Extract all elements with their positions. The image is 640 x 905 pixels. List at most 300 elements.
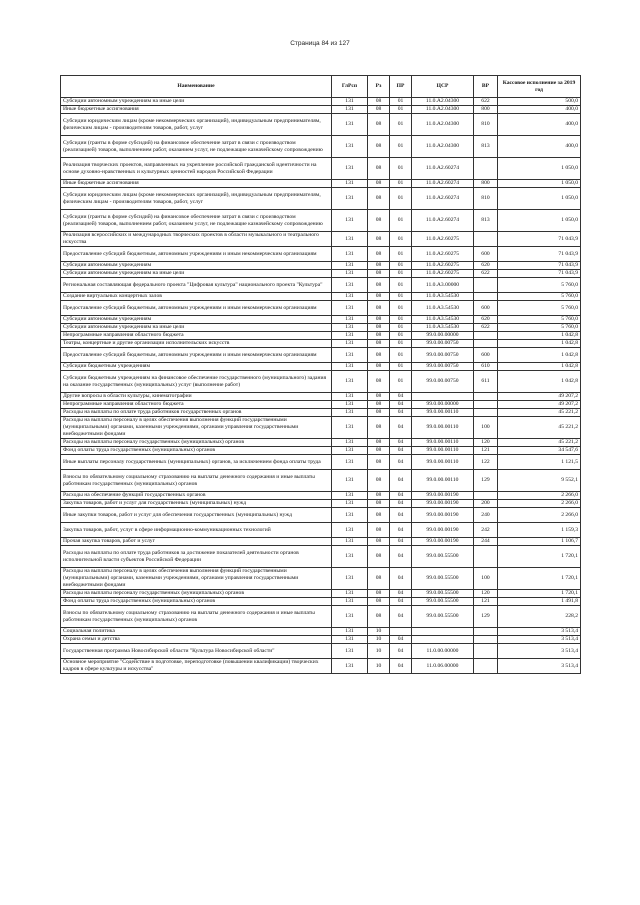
- table-row: [61, 332, 581, 340]
- row-grbs-cell: 131: [332, 247, 368, 262]
- row-name-cell: Субсидии (гранты в форме субсидий) на финансовое обеспечение затрат в связи с производством (реализацией) товаров, выполнением работ, оказанием услуг, не подлежащие казначейскому сопровождению: [61, 136, 332, 158]
- row-name-cell: Субсидии автономным учреждениям на иные цели: [61, 324, 332, 332]
- row-name-cell: Реализация всероссийских и международных творческих проектов в области музыкального и театрального искусства: [61, 232, 332, 247]
- row-amount-cell: 400,0: [498, 114, 581, 136]
- row-amount-cell: 3 513,4: [498, 644, 581, 659]
- row-pr-cell: 04: [390, 492, 412, 500]
- row-pr-cell: 01: [390, 316, 412, 324]
- table-row: [61, 568, 581, 590]
- row-name-cell: Предоставление субсидий бюджетным, автономным учреждениям и иным некоммерческим организациям: [61, 301, 332, 316]
- row-grbs-cell: 131: [332, 417, 368, 439]
- row-name-cell: Театры, концертные и другие организации исполнительских искусств: [61, 340, 332, 348]
- row-name-cell: Субсидии автономным учреждениям на иные цели: [61, 270, 332, 278]
- row-grbs-cell: 131: [332, 523, 368, 538]
- row-grbs-cell: 131: [332, 439, 368, 447]
- row-csr-cell: 99.0.00.55500: [412, 598, 474, 606]
- row-pr-cell: 04: [390, 393, 412, 401]
- row-grbs-cell: 131: [332, 98, 368, 106]
- row-pr-cell: 04: [390, 568, 412, 590]
- row-amount-cell: 1 042,8: [498, 348, 581, 363]
- row-amount-cell: 1 720,1: [498, 590, 581, 598]
- row-csr-cell: 11.0.A2.60274: [412, 180, 474, 188]
- row-pr-cell: 01: [390, 371, 412, 393]
- table-row: [61, 409, 581, 417]
- row-grbs-cell: 131: [332, 546, 368, 568]
- table-body: [61, 98, 581, 674]
- row-grbs-cell: 131: [332, 180, 368, 188]
- table-row: [61, 500, 581, 508]
- row-vr-cell: [474, 293, 498, 301]
- row-rz-cell: 08: [368, 210, 390, 232]
- row-amount-cell: 500,0: [498, 98, 581, 106]
- row-grbs-cell: 131: [332, 568, 368, 590]
- table-row: [61, 188, 581, 210]
- table-row: [61, 455, 581, 470]
- table-row: [61, 340, 581, 348]
- row-rz-cell: 08: [368, 232, 390, 247]
- row-name-cell: Расходы на выплаты персоналу государственных (муниципальных) органов: [61, 590, 332, 598]
- row-amount-cell: 2 266,0: [498, 500, 581, 508]
- row-grbs-cell: 131: [332, 270, 368, 278]
- row-csr-cell: 99.0.00.00110: [412, 455, 474, 470]
- row-vr-cell: 622: [474, 324, 498, 332]
- row-csr-cell: 99.0.00.00190: [412, 538, 474, 546]
- row-amount-cell: 3 513,4: [498, 636, 581, 644]
- table-row: [61, 508, 581, 523]
- row-pr-cell: 01: [390, 114, 412, 136]
- row-vr-cell: [474, 401, 498, 409]
- row-name-cell: Региональная составляющая федерального проекта "Цифровая культура" национального проекта "Культура": [61, 278, 332, 293]
- page-number-header: Страница 84 из 127: [290, 40, 350, 47]
- row-rz-cell: 08: [368, 606, 390, 628]
- row-csr-cell: 11.0.A3.00000: [412, 278, 474, 293]
- row-amount-cell: 1 720,1: [498, 546, 581, 568]
- row-rz-cell: 08: [368, 301, 390, 316]
- row-rz-cell: 08: [368, 393, 390, 401]
- row-grbs-cell: 131: [332, 293, 368, 301]
- row-csr-cell: 99.0.00.00110: [412, 447, 474, 455]
- row-grbs-cell: 131: [332, 232, 368, 247]
- table-row: [61, 210, 581, 232]
- row-name-cell: Субсидии (гранты в форме субсидий) на финансовое обеспечение затрат в связи с производством (реализацией) товаров, выполнением работ, оказанием услуг, не подлежащие казначейскому сопровождению: [61, 210, 332, 232]
- row-amount-cell: 1 121,5: [498, 455, 581, 470]
- row-vr-cell: 200: [474, 500, 498, 508]
- table-row: [61, 393, 581, 401]
- row-rz-cell: 08: [368, 158, 390, 180]
- row-amount-cell: 49 207,2: [498, 401, 581, 409]
- row-grbs-cell: 131: [332, 508, 368, 523]
- row-rz-cell: 08: [368, 455, 390, 470]
- row-pr-cell: 01: [390, 106, 412, 114]
- row-pr-cell: 01: [390, 158, 412, 180]
- row-pr-cell: 01: [390, 348, 412, 363]
- row-vr-cell: 129: [474, 606, 498, 628]
- row-amount-cell: 1 720,1: [498, 568, 581, 590]
- row-vr-cell: [474, 636, 498, 644]
- row-name-cell: Субсидии юридическим лицам (кроме некоммерческих организаций), индивидуальным предпринимателям, физическим лицам - производителям товаров, работ, услуг: [61, 188, 332, 210]
- row-amount-cell: 45 221,2: [498, 439, 581, 447]
- row-amount-cell: 1 491,8: [498, 598, 581, 606]
- row-rz-cell: 08: [368, 262, 390, 270]
- row-vr-cell: 622: [474, 98, 498, 106]
- row-pr-cell: 01: [390, 136, 412, 158]
- row-csr-cell: 11.0.A2.04300: [412, 98, 474, 106]
- row-csr-cell: 99.0.00.55500: [412, 568, 474, 590]
- row-grbs-cell: 131: [332, 598, 368, 606]
- row-vr-cell: [474, 158, 498, 180]
- row-name-cell: Реализация творческих проектов, направленных на укрепление российской гражданской идентичности на основе духовно-нравственных и культурных ценностей народов Российской Федерации: [61, 158, 332, 180]
- row-name-cell: Субсидии бюджетным учреждениям: [61, 363, 332, 371]
- table-header-row: [61, 76, 581, 98]
- row-vr-cell: 240: [474, 508, 498, 523]
- row-rz-cell: 10: [368, 636, 390, 644]
- row-name-cell: Расходы на выплаты персоналу в целях обеспечения выполнения функций государственными (муниципальными) органами, казенными учреждениями, органами управления государственными внебюджетными фондами: [61, 417, 332, 439]
- row-vr-cell: 610: [474, 363, 498, 371]
- table-row: [61, 180, 581, 188]
- row-amount-cell: 1 042,8: [498, 340, 581, 348]
- row-name-cell: Иные выплаты персоналу государственных (муниципальных) органов, за исключением фонда оплаты труда: [61, 455, 332, 470]
- row-csr-cell: 99.0.00.00000: [412, 332, 474, 340]
- row-pr-cell: 01: [390, 188, 412, 210]
- column-header-pr: ПР: [390, 76, 412, 98]
- row-pr-cell: 04: [390, 417, 412, 439]
- row-name-cell: Фонд оплаты труда государственных (муниципальных) органов: [61, 447, 332, 455]
- row-rz-cell: 08: [368, 106, 390, 114]
- row-amount-cell: 49 207,2: [498, 393, 581, 401]
- row-rz-cell: 08: [368, 316, 390, 324]
- table-row: [61, 262, 581, 270]
- row-amount-cell: 1 042,8: [498, 363, 581, 371]
- row-csr-cell: 99.0.00.00750: [412, 340, 474, 348]
- row-amount-cell: 1 050,0: [498, 188, 581, 210]
- row-csr-cell: 11.0.A2.60274: [412, 210, 474, 232]
- row-csr-cell: 11.0.A3.54530: [412, 324, 474, 332]
- row-amount-cell: 228,2: [498, 606, 581, 628]
- row-grbs-cell: 131: [332, 606, 368, 628]
- row-grbs-cell: 131: [332, 332, 368, 340]
- row-vr-cell: [474, 232, 498, 247]
- table-row: [61, 106, 581, 114]
- row-csr-cell: 11.0.A2.60275: [412, 247, 474, 262]
- row-grbs-cell: 131: [332, 106, 368, 114]
- row-csr-cell: 99.0.00.55500: [412, 606, 474, 628]
- row-name-cell: Фонд оплаты труда государственных (муниципальных) органов: [61, 598, 332, 606]
- row-csr-cell: 11.0.A2.60274: [412, 158, 474, 180]
- column-header-csr: ЦСР: [412, 76, 474, 98]
- row-vr-cell: 800: [474, 106, 498, 114]
- table-row: [61, 324, 581, 332]
- row-pr-cell: 04: [390, 409, 412, 417]
- row-rz-cell: 08: [368, 568, 390, 590]
- row-csr-cell: 99.0.00.00750: [412, 371, 474, 393]
- row-pr-cell: 01: [390, 363, 412, 371]
- row-grbs-cell: 131: [332, 371, 368, 393]
- row-grbs-cell: 131: [332, 158, 368, 180]
- row-csr-cell: 99.0.00.00190: [412, 508, 474, 523]
- row-csr-cell: 11.0.A3.54530: [412, 293, 474, 301]
- row-grbs-cell: 131: [332, 278, 368, 293]
- row-name-cell: Расходы на выплаты по оплате труда работников за достижение показателей деятельности органов исполнительной власти субъектов Российской Федерации: [61, 546, 332, 568]
- row-csr-cell: 99.0.00.00110: [412, 470, 474, 492]
- row-vr-cell: 600: [474, 247, 498, 262]
- row-amount-cell: 5 760,0: [498, 293, 581, 301]
- table-row: [61, 301, 581, 316]
- table-row: [61, 538, 581, 546]
- row-vr-cell: 810: [474, 114, 498, 136]
- row-name-cell: Непрограммные направления областного бюджета: [61, 401, 332, 409]
- row-grbs-cell: 131: [332, 447, 368, 455]
- table-row: [61, 293, 581, 301]
- row-rz-cell: 08: [368, 278, 390, 293]
- row-csr-cell: 99.0.00.00190: [412, 492, 474, 500]
- row-pr-cell: 01: [390, 332, 412, 340]
- row-name-cell: Расходы на выплаты персоналу государственных (муниципальных) органов: [61, 439, 332, 447]
- row-vr-cell: [474, 409, 498, 417]
- row-grbs-cell: 131: [332, 363, 368, 371]
- row-vr-cell: 129: [474, 470, 498, 492]
- row-pr-cell: 01: [390, 210, 412, 232]
- row-csr-cell: [412, 628, 474, 636]
- row-name-cell: Непрограммные направления областного бюджета: [61, 332, 332, 340]
- column-header-name: Наименование: [61, 76, 332, 98]
- row-rz-cell: 08: [368, 324, 390, 332]
- row-vr-cell: 244: [474, 538, 498, 546]
- table-row: [61, 247, 581, 262]
- row-rz-cell: 08: [368, 98, 390, 106]
- row-csr-cell: 99.0.00.00750: [412, 363, 474, 371]
- row-pr-cell: 01: [390, 262, 412, 270]
- table-row: [61, 114, 581, 136]
- row-amount-cell: 1 050,0: [498, 180, 581, 188]
- row-grbs-cell: 131: [332, 316, 368, 324]
- row-amount-cell: 5 760,0: [498, 301, 581, 316]
- row-rz-cell: 08: [368, 363, 390, 371]
- table-row: [61, 363, 581, 371]
- row-name-cell: Другие вопросы в области культуры, кинематографии: [61, 393, 332, 401]
- table-row: [61, 401, 581, 409]
- row-pr-cell: 04: [390, 508, 412, 523]
- row-amount-cell: 1 042,8: [498, 371, 581, 393]
- row-rz-cell: 10: [368, 644, 390, 659]
- row-csr-cell: 11.0.A2.60275: [412, 232, 474, 247]
- row-amount-cell: 1 106,7: [498, 538, 581, 546]
- row-rz-cell: 08: [368, 180, 390, 188]
- row-csr-cell: 99.0.00.00750: [412, 348, 474, 363]
- row-rz-cell: 08: [368, 371, 390, 393]
- row-grbs-cell: 131: [332, 590, 368, 598]
- row-pr-cell: 01: [390, 278, 412, 293]
- row-amount-cell: 71 043,9: [498, 270, 581, 278]
- budget-execution-table: [60, 75, 581, 674]
- row-rz-cell: 08: [368, 417, 390, 439]
- column-header-rz: Рз: [368, 76, 390, 98]
- row-grbs-cell: 131: [332, 301, 368, 316]
- row-rz-cell: 08: [368, 500, 390, 508]
- row-csr-cell: 99.0.00.00110: [412, 439, 474, 447]
- row-pr-cell: 04: [390, 644, 412, 659]
- table-row: [61, 158, 581, 180]
- row-name-cell: Расходы на выплаты по оплате труда работников государственных органов: [61, 409, 332, 417]
- column-header-vr: ВР: [474, 76, 498, 98]
- row-amount-cell: 3 513,4: [498, 659, 581, 674]
- row-rz-cell: 08: [368, 492, 390, 500]
- row-grbs-cell: 131: [332, 210, 368, 232]
- row-pr-cell: 01: [390, 247, 412, 262]
- row-pr-cell: 04: [390, 538, 412, 546]
- row-name-cell: Создание виртуальных концертных залов: [61, 293, 332, 301]
- table-row: [61, 492, 581, 500]
- row-csr-cell: 11.0.A2.60274: [412, 188, 474, 210]
- row-name-cell: Субсидии автономным учреждениям на иные цели: [61, 98, 332, 106]
- row-pr-cell: 01: [390, 180, 412, 188]
- row-rz-cell: 10: [368, 659, 390, 674]
- row-vr-cell: 122: [474, 455, 498, 470]
- row-amount-cell: 5 760,0: [498, 324, 581, 332]
- row-vr-cell: 242: [474, 523, 498, 538]
- row-amount-cell: 1 042,8: [498, 332, 581, 340]
- row-vr-cell: [474, 332, 498, 340]
- row-grbs-cell: 131: [332, 340, 368, 348]
- row-csr-cell: 11.0.A2.04300: [412, 136, 474, 158]
- row-name-cell: Иные закупки товаров, работ и услуг для обеспечения государственных (муниципальных) нужд: [61, 508, 332, 523]
- row-csr-cell: 99.0.00.00190: [412, 523, 474, 538]
- row-csr-cell: 11.0.A2.04300: [412, 106, 474, 114]
- row-name-cell: Социальная политика: [61, 628, 332, 636]
- column-header-amount: Кассовое исполнение за 2019 год: [498, 76, 581, 98]
- row-grbs-cell: 131: [332, 348, 368, 363]
- row-amount-cell: 1 050,0: [498, 210, 581, 232]
- row-name-cell: Расходы на выплаты персоналу в целях обеспечения выполнения функций государственными (муниципальными) органами, казенными учреждениями, органами управления государственными внебюджетными фондами: [61, 568, 332, 590]
- table-row: [61, 598, 581, 606]
- row-amount-cell: 45 221,2: [498, 409, 581, 417]
- row-rz-cell: 08: [368, 538, 390, 546]
- row-rz-cell: 08: [368, 247, 390, 262]
- row-vr-cell: [474, 644, 498, 659]
- row-rz-cell: 08: [368, 447, 390, 455]
- row-grbs-cell: 131: [332, 538, 368, 546]
- row-pr-cell: 04: [390, 546, 412, 568]
- row-rz-cell: 08: [368, 409, 390, 417]
- row-vr-cell: 622: [474, 270, 498, 278]
- row-vr-cell: 620: [474, 262, 498, 270]
- row-amount-cell: 71 043,9: [498, 232, 581, 247]
- row-grbs-cell: 131: [332, 500, 368, 508]
- row-vr-cell: 600: [474, 301, 498, 316]
- row-name-cell: Субсидии автономным учреждениям: [61, 262, 332, 270]
- row-name-cell: Иные бюджетные ассигнования: [61, 180, 332, 188]
- row-pr-cell: 01: [390, 340, 412, 348]
- row-vr-cell: 611: [474, 371, 498, 393]
- row-grbs-cell: 131: [332, 393, 368, 401]
- column-header-grbs: ГлРсп: [332, 76, 368, 98]
- row-vr-cell: [474, 340, 498, 348]
- row-vr-cell: [474, 659, 498, 674]
- row-csr-cell: 11.0.A3.54530: [412, 301, 474, 316]
- row-rz-cell: 08: [368, 470, 390, 492]
- row-amount-cell: 34 547,6: [498, 447, 581, 455]
- row-amount-cell: 1 159,3: [498, 523, 581, 538]
- table-row: [61, 606, 581, 628]
- row-name-cell: Иные бюджетные ассигнования: [61, 106, 332, 114]
- row-name-cell: Расходы на обеспечение функций государственных органов: [61, 492, 332, 500]
- row-rz-cell: 08: [368, 590, 390, 598]
- row-pr-cell: 01: [390, 270, 412, 278]
- row-vr-cell: 120: [474, 590, 498, 598]
- row-amount-cell: 71 043,9: [498, 247, 581, 262]
- row-name-cell: Субсидии автономным учреждениям: [61, 316, 332, 324]
- row-pr-cell: 01: [390, 98, 412, 106]
- row-pr-cell: 01: [390, 324, 412, 332]
- table-row: [61, 136, 581, 158]
- row-amount-cell: 5 760,0: [498, 278, 581, 293]
- row-vr-cell: [474, 492, 498, 500]
- row-vr-cell: [474, 278, 498, 293]
- row-rz-cell: 10: [368, 628, 390, 636]
- row-grbs-cell: 131: [332, 636, 368, 644]
- row-rz-cell: 08: [368, 293, 390, 301]
- row-vr-cell: 121: [474, 598, 498, 606]
- row-pr-cell: 01: [390, 301, 412, 316]
- row-pr-cell: 04: [390, 447, 412, 455]
- row-csr-cell: 11.0.A2.04300: [412, 114, 474, 136]
- row-pr-cell: 04: [390, 636, 412, 644]
- row-csr-cell: [412, 636, 474, 644]
- row-name-cell: Предоставление субсидий бюджетным, автономным учреждениям и иным некоммерческим организациям: [61, 348, 332, 363]
- table-row: [61, 636, 581, 644]
- row-csr-cell: 99.0.00.55500: [412, 590, 474, 598]
- row-name-cell: Охрана семьи и детства: [61, 636, 332, 644]
- row-amount-cell: 1 050,0: [498, 158, 581, 180]
- row-vr-cell: 810: [474, 188, 498, 210]
- row-pr-cell: 04: [390, 590, 412, 598]
- row-pr-cell: 04: [390, 500, 412, 508]
- table-row: [61, 98, 581, 106]
- row-pr-cell: 04: [390, 598, 412, 606]
- row-pr-cell: 01: [390, 232, 412, 247]
- row-name-cell: Основное мероприятие "Содействие в подготовке, переподготовке (повышении квалификации) творческих кадров в сфере культуры и искусства": [61, 659, 332, 674]
- row-name-cell: Взносы по обязательному социальному страхованию на выплаты денежного содержания и иные выплаты работникам государственных (муниципальных) органов: [61, 470, 332, 492]
- row-name-cell: Прочая закупка товаров, работ и услуг: [61, 538, 332, 546]
- row-pr-cell: 04: [390, 523, 412, 538]
- row-vr-cell: 620: [474, 316, 498, 324]
- row-amount-cell: 45 221,2: [498, 417, 581, 439]
- row-name-cell: Предоставление субсидий бюджетным, автономным учреждениям и иным некоммерческим организациям: [61, 247, 332, 262]
- row-name-cell: Субсидии бюджетным учреждениям на финансовое обеспечение государственного (муниципального) задания на оказание государственных (муниципальных) услуг (выполнение работ): [61, 371, 332, 393]
- row-rz-cell: 08: [368, 270, 390, 278]
- row-amount-cell: 2 266,0: [498, 492, 581, 500]
- row-vr-cell: 100: [474, 568, 498, 590]
- table-row: [61, 348, 581, 363]
- row-amount-cell: 400,0: [498, 136, 581, 158]
- row-rz-cell: 08: [368, 188, 390, 210]
- row-name-cell: Закупка товаров, работ, услуг в сфере информационно-коммуникационных технологий: [61, 523, 332, 538]
- row-pr-cell: 04: [390, 401, 412, 409]
- row-vr-cell: 813: [474, 210, 498, 232]
- row-pr-cell: 04: [390, 455, 412, 470]
- row-amount-cell: 2 266,0: [498, 508, 581, 523]
- row-name-cell: Взносы по обязательному социальному страхованию на выплаты денежного содержания и иные выплаты работникам государственных (муниципальных) органов: [61, 606, 332, 628]
- row-csr-cell: 99.0.00.00110: [412, 409, 474, 417]
- table-row: [61, 628, 581, 636]
- row-grbs-cell: 131: [332, 324, 368, 332]
- row-csr-cell: 11.0.A2.60275: [412, 262, 474, 270]
- row-csr-cell: 99.0.00.55500: [412, 546, 474, 568]
- row-csr-cell: 11.0.00.00000: [412, 644, 474, 659]
- row-amount-cell: 3 513,4: [498, 628, 581, 636]
- row-grbs-cell: 131: [332, 455, 368, 470]
- row-rz-cell: 08: [368, 401, 390, 409]
- row-amount-cell: 71 043,9: [498, 262, 581, 270]
